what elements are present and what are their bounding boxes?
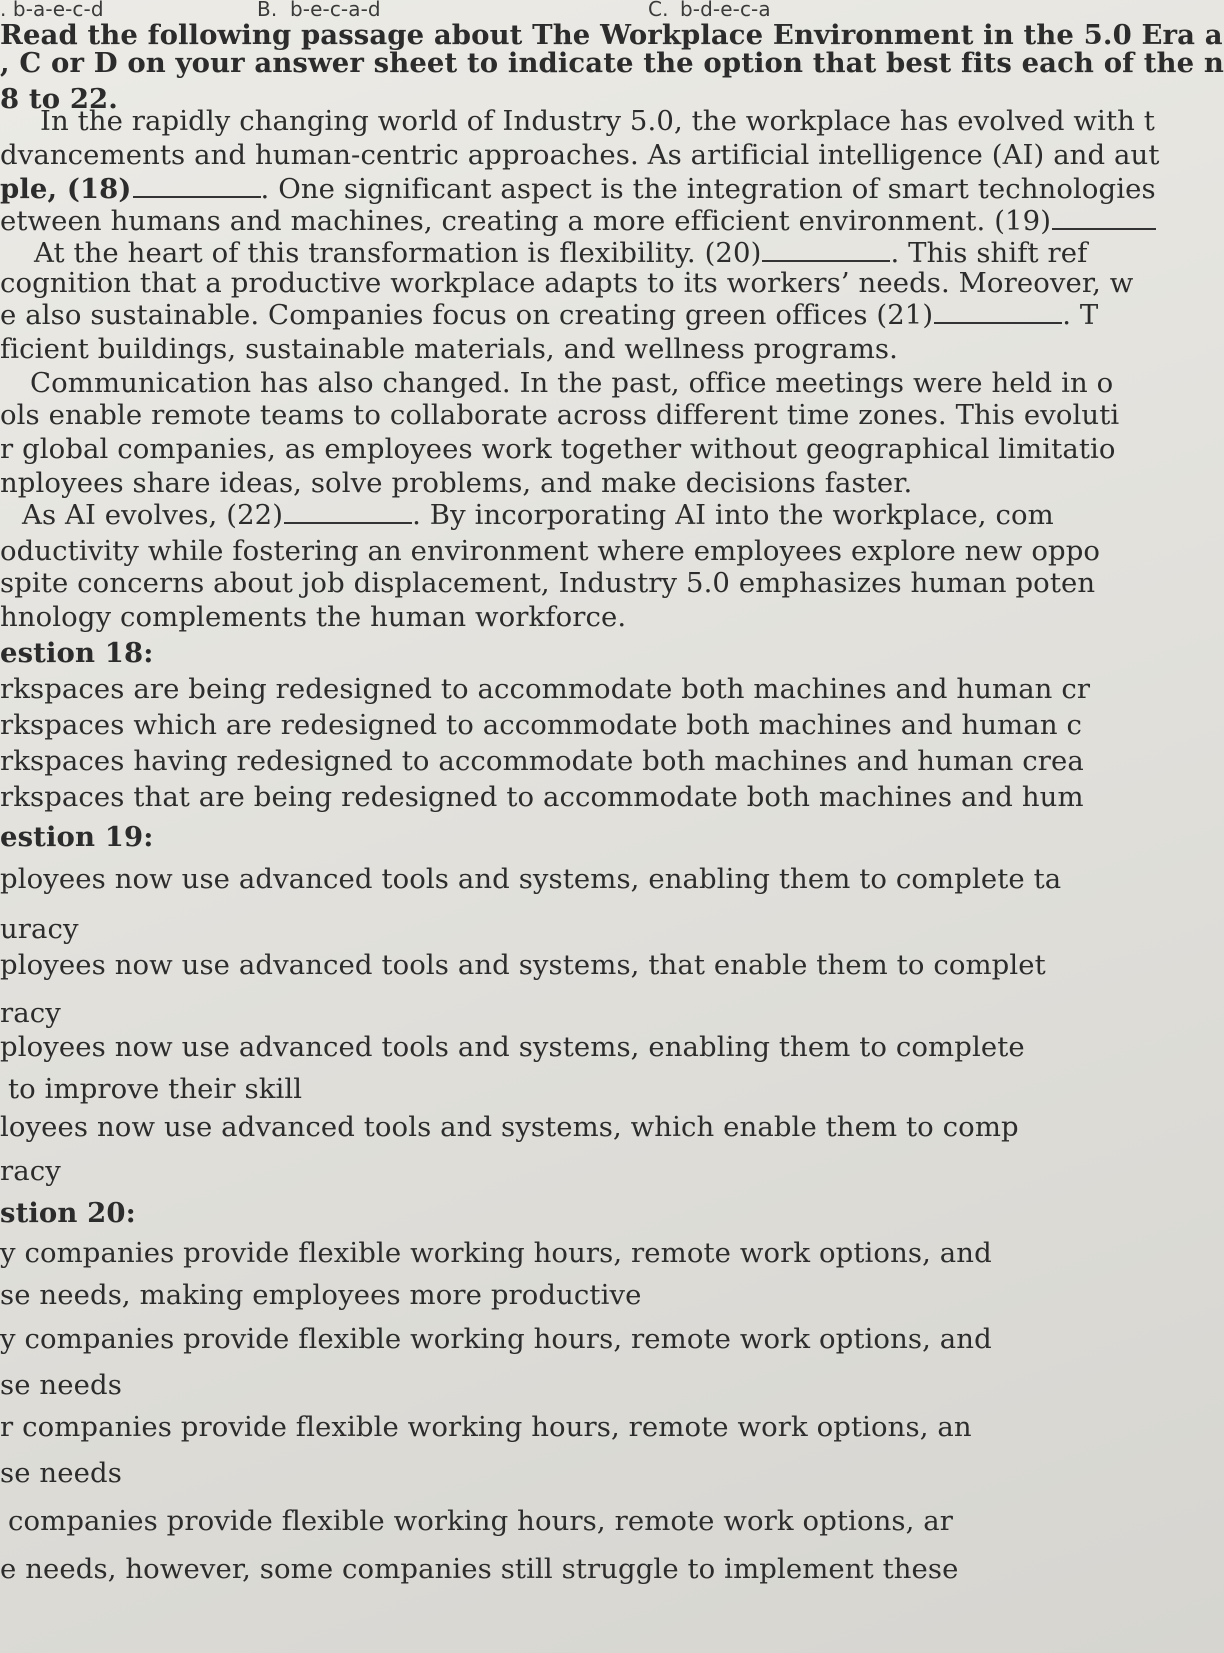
q20-option-c[interactable]: r companies provide flexible working hours, remote work options, an xyxy=(0,1411,972,1443)
q18-option-d[interactable]: rkspaces that are being redesigned to accommodate both machines and hum xyxy=(0,781,1084,813)
option-c-label: C. xyxy=(648,0,669,21)
q19-option-d-cont: racy xyxy=(0,1155,61,1187)
instruction-line-2: , C or D on your answer sheet to indicate the option that best fits each of the n xyxy=(0,47,1224,79)
passage-p2-line-3 xyxy=(0,298,1098,332)
passage-text: . By incorporating AI into the workplace, com xyxy=(412,499,1054,531)
q20-option-a-cont: se needs, making employees more productive xyxy=(0,1279,642,1311)
passage-text: e also sustainable. Companies focus on creating green offices (21) xyxy=(0,299,934,331)
option-b-label: B. xyxy=(257,0,278,21)
q18-option-c[interactable]: rkspaces having redesigned to accommodate both machines and human crea xyxy=(0,745,1084,777)
q19-option-b[interactable]: ployees now use advanced tools and systems, that enable them to complet xyxy=(0,949,1046,981)
passage-text: . One significant aspect is the integration of smart technologies xyxy=(260,173,1156,205)
instruction-line-3: 8 to 22. xyxy=(0,83,118,115)
blank-21[interactable] xyxy=(934,298,1062,324)
passage-p4-line-2: oductivity while fostering an environment where employees explore new oppo xyxy=(0,535,1101,567)
q18-option-b[interactable]: rkspaces which are redesigned to accommodate both machines and human c xyxy=(0,709,1083,741)
passage-text: As AI evolves, (22) xyxy=(22,499,284,531)
passage-text: etween humans and machines, creating a more efficient environment. (19) xyxy=(0,205,1052,237)
option-b: b-e-c-a-d xyxy=(290,0,381,21)
passage-p3-line-2: ols enable remote teams to collaborate across different time zones. This evoluti xyxy=(0,399,1120,431)
blank-22[interactable] xyxy=(284,498,412,524)
blank-20[interactable] xyxy=(762,236,890,262)
passage-p3-line-1: Communication has also changed. In the past, office meetings were held in o xyxy=(30,367,1114,399)
q20-option-a[interactable]: y companies provide flexible working hours, remote work options, and xyxy=(0,1237,992,1269)
passage-p4-line-1 xyxy=(22,498,1054,532)
q20-option-d[interactable]: companies provide flexible working hours, remote work options, ar xyxy=(8,1505,954,1537)
q19-option-a[interactable]: ployees now use advanced tools and systems, enabling them to complete ta xyxy=(0,863,1062,895)
passage-p2-line-4: ficient buildings, sustainable materials, and wellness programs. xyxy=(0,333,898,365)
passage-p1-line-1: In the rapidly changing world of Industry 5.0, the workplace has evolved with t xyxy=(40,105,1155,137)
question-19-heading: estion 19: xyxy=(0,821,154,853)
passage-p4-line-4: hnology complements the human workforce. xyxy=(0,601,627,633)
passage-p1-line-2: dvancements and human-centric approaches. As artificial intelligence (AI) and aut xyxy=(0,139,1160,171)
q20-option-d-cont: e needs, however, some companies still struggle to implement these xyxy=(0,1553,959,1585)
option-a: . b-a-e-c-d xyxy=(0,0,104,21)
passage-text: . T xyxy=(1062,299,1099,331)
passage-p3-line-3: r global companies, as employees work together without geographical limitatio xyxy=(0,433,1116,465)
q19-option-c-cont: to improve their skill xyxy=(8,1073,303,1105)
blank-19[interactable] xyxy=(1052,204,1156,230)
passage-p1-line-3 xyxy=(0,172,1156,206)
passage-p1-line-4 xyxy=(0,204,1156,238)
q20-option-b-cont: se needs xyxy=(0,1369,122,1401)
instruction-line-1: Read the following passage about The Workplace Environment in the 5.0 Era a xyxy=(0,19,1223,51)
passage-text: At the heart of this transformation is flexibility. (20) xyxy=(34,237,762,269)
q18-option-a[interactable]: rkspaces are being redesigned to accommodate both machines and human cr xyxy=(0,673,1091,705)
q19-option-d[interactable]: loyees now use advanced tools and systems, which enable them to comp xyxy=(0,1111,1019,1143)
question-18-heading: estion 18: xyxy=(0,637,154,669)
blank-18-label: ple, (18) xyxy=(0,173,132,205)
q20-option-b[interactable]: y companies provide flexible working hours, remote work options, and xyxy=(0,1323,992,1355)
q20-option-c-cont: se needs xyxy=(0,1457,122,1489)
q19-option-c[interactable]: ployees now use advanced tools and systems, enabling them to complete xyxy=(0,1031,1025,1063)
passage-p2-line-2: cognition that a productive workplace adapts to its workers’ needs. Moreover, w xyxy=(0,267,1134,299)
passage-p2-line-1 xyxy=(34,236,1087,270)
q19-option-b-cont: racy xyxy=(0,997,61,1029)
q19-option-a-cont: uracy xyxy=(0,913,79,945)
question-20-heading: stion 20: xyxy=(0,1197,136,1229)
passage-p4-line-3: spite concerns about job displacement, Industry 5.0 emphasizes human poten xyxy=(0,567,1096,599)
blank-18[interactable] xyxy=(133,172,261,198)
passage-text: . This shift ref xyxy=(890,237,1088,269)
passage-p3-line-4: nployees share ideas, solve problems, and make decisions faster. xyxy=(0,467,913,499)
option-c: b-d-e-c-a xyxy=(680,0,771,21)
